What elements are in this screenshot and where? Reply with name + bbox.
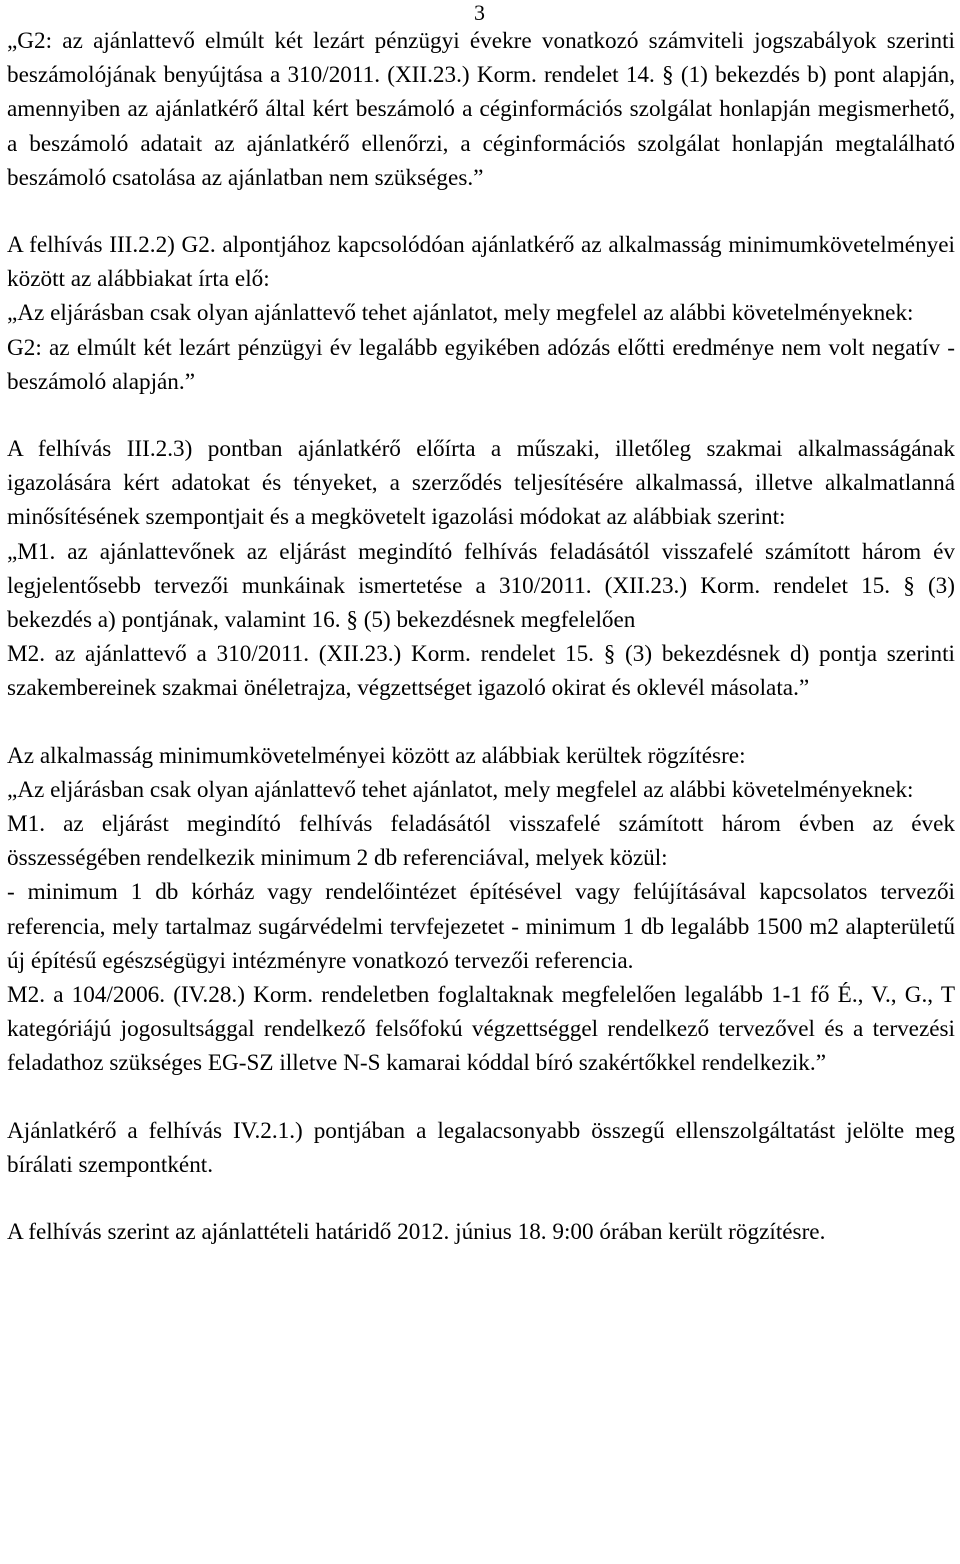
paragraph-minimum-requirements [7,739,955,1081]
text-line: „Az eljárásban csak olyan ajánlattevő tehet ajánlatot, mely megfelel az alábbi követelményeknek: [7,776,914,803]
text-line: M1. az eljárást megindító felhívás feladásától visszafelé számított három évben az évek összességében rendelkezik minimum 2 db referenciával, melyek közül: [7,811,955,872]
text-line: „G2: az ajánlattevő elmúlt két lezárt pénzügyi évekre vonatkozó számviteli jogszabályok szerinti beszámolójának benyújtása a 310/2011. (XII.23.) Korm. rendelet 14. § (1) bekezdés b) pont alapján, amennyiben az ajánlatkérő által kért beszámoló a céginformációs szolgálat honlapján megismerhető, a beszámoló adatait az ajánlatkérő ellenőrzi, a céginformációs szolgálat honlapján megtalálható beszámoló csatolása az ajánlatban nem szükséges.” [7,28,955,191]
paragraph-technical-capacity [7,432,955,706]
page-number: 3 [474,0,485,25]
paragraph-g2-minimum [7,228,955,399]
paragraph-deadline [7,1215,955,1249]
text-line: Az alkalmasság minimumkövetelményei között az alábbiak kerültek rögzítésre: [7,742,746,769]
text-line: A felhívás III.2.3) pontban ajánlatkérő előírta a műszaki, illetőleg szakmai alkalmasságának igazolására kért adatokat és tényeket, a szerződés teljesítésére alkalmassá, illetve alkalmatlanná minősítésének szempontjait és a megkövetelt igazolási módokat az alábbiak szerint: [7,436,955,531]
paragraph-beszamolo-requirement [7,24,955,195]
text-line: M2. az ajánlattevő a 310/2011. (XII.23.) Korm. rendelet 15. § (3) bekezdésnek d) pontja szerinti szakembereinek szakmai önéletrajza, végzettséget igazoló okirat és oklevél másolata.” [7,641,955,702]
paragraph-gap [7,706,955,739]
text-line: A felhívás III.2.2) G2. alpontjához kapcsolódóan ajánlatkérő az alkalmasság minimumkövetelményei között az alábbiakat írta elő: [7,232,955,293]
document-body [7,24,955,1249]
text-line: A felhívás szerint az ajánlattételi határidő 2012. június 18. 9:00 órában került rögzítésre. [7,1219,826,1246]
text-line: G2: az elmúlt két lezárt pénzügyi év legalább egyikében adózás előtti eredménye nem volt negatív - beszámoló alapján.” [7,334,955,395]
text-line: - minimum 1 db kórház vagy rendelőintézet építésével vagy felújításával kapcsolatos tervezői referencia, mely tartalmaz sugárvédelmi tervfejezetet - minimum 1 db legalább 1500 m2 alapterületű új építésű egészségügyi intézményre vonatkozó tervezői referencia. [7,879,955,974]
text-line: „M1. az ajánlattevőnek az eljárást megindító felhívás feladásától visszafelé számított három év legjelentősebb tervezői munkáinak ismertetése a 310/2011. (XII.23.) Korm. rendelet 15. § (3) bekezdés a) pontjának, valamint 16. § (5) bekezdésnek megfelelően [7,538,955,634]
text-line: M2. a 104/2006. (IV.28.) Korm. rendeletben foglaltaknak megfelelően legalább 1-1 fő É., V., G., T kategóriájú jogosultsággal rendelkező felsőfokú végzettséggel rendelkező tervezővel és a tervezési feladathoz szükséges EG-SZ illetve N-S kamarai kóddal bíró szakértőkkel rendelkezik.” [7,982,955,1077]
text-line: Ajánlatkérő a felhívás IV.2.1.) pontjában a legalacsonyabb összegű ellenszolgáltatást jelölte meg bírálati szempontként. [7,1117,955,1178]
text-line: „Az eljárásban csak olyan ajánlattevő tehet ajánlatot, mely megfelel az alábbi követelményeknek: [7,300,914,327]
paragraph-gap [7,1182,955,1215]
paragraph-gap [7,1081,955,1114]
paragraph-gap [7,399,955,432]
paragraph-evaluation-criteria [7,1114,955,1182]
paragraph-gap [7,195,955,228]
